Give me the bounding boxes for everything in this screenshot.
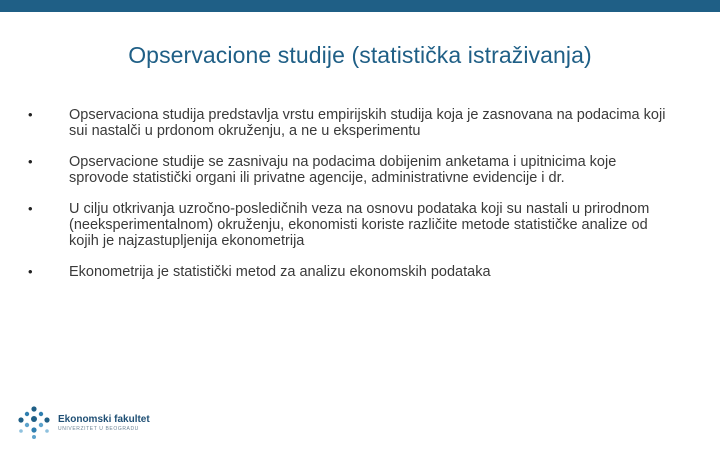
bullet-text: U cilju otkrivanja uzročno-posledičnih veza na osnovu podataka koji su nastali u prirodnom (neeksperimentalnom) okruženju, ekonomisti koriste različite metode statističke analize od kojih je najzastupljenija ekonometrija	[69, 201, 650, 249]
bullet-marker: •	[28, 154, 33, 169]
bullet-text: Opservacione studije se zasnivaju na podacima dobijenim anketama i upitnicima koje sprovode statistički organi ili privatne agencije, administrativne evidencije i dr.	[69, 154, 617, 186]
bullet-item	[28, 107, 678, 139]
bullet-marker: •	[28, 107, 33, 122]
bullet-marker: •	[28, 201, 33, 216]
logo-subtitle: UNIVERZITET U BEOGRADU	[58, 425, 139, 432]
bullet-marker: •	[28, 264, 33, 279]
bullet-item	[28, 264, 678, 280]
faculty-logo	[16, 405, 150, 441]
logo-text	[58, 414, 150, 433]
bullet-item	[28, 201, 678, 249]
bullet-text: Ekonometrija je statistički metod za analizu ekonomskih podataka	[69, 264, 491, 280]
slide-title: Opservacione studije (statistička istraživanja)	[128, 42, 592, 68]
logo-name: Ekonomski fakultet	[58, 413, 150, 425]
bullet-list	[28, 107, 678, 295]
bullet-text: Opservaciona studija predstavlja vrstu empirijskih studija koja je zasnovana na podacima koji sui nastalči u prdonom okruženju, a ne u eksperimentu	[69, 107, 666, 139]
bullet-item	[28, 154, 678, 186]
top-accent-bar	[0, 0, 720, 12]
dots-logo-icon	[16, 405, 52, 441]
